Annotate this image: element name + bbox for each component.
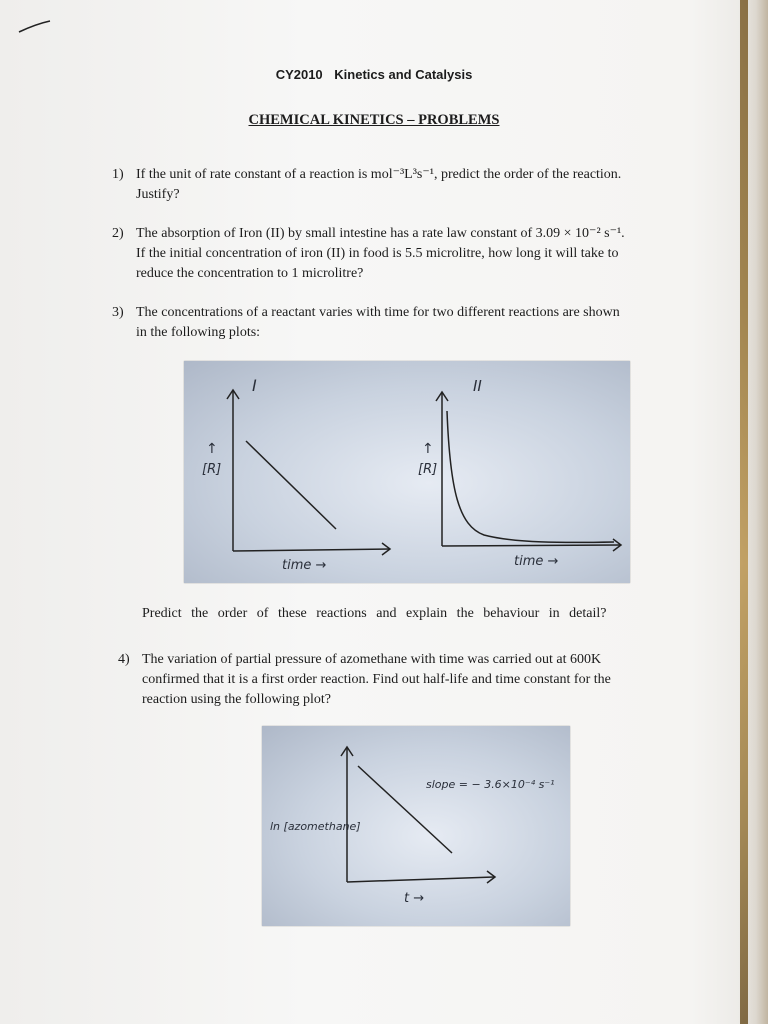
plot-2-ylabel: [R] <box>418 462 438 477</box>
plot-1-xlabel: time → <box>282 558 327 573</box>
plot-2-label: II <box>473 377 482 395</box>
course-name: Kinetics and Catalysis <box>334 67 473 82</box>
plot-2-xlabel: time → <box>514 554 559 569</box>
course-header <box>0 67 748 82</box>
linear-decay-line <box>246 441 336 529</box>
plot-2 <box>418 377 621 569</box>
q4-xlabel: t → <box>404 891 425 906</box>
q4-ylabel: ln [azomethane] <box>270 820 361 833</box>
pen-mark <box>18 18 58 38</box>
azomethane-plot-photo <box>262 726 570 926</box>
slope-label: slope = − 3.6×10⁻⁴ s⁻¹ <box>426 778 555 791</box>
question-line: reduce the concentration to 1 microlitre? <box>136 266 364 281</box>
question-line: The concentrations of a reactant varies with time for two different reactions are shown <box>136 305 620 320</box>
question-line: The absorption of Iron (II) by small intestine has a rate law constant of 3.09 × 10⁻² s⁻¹. <box>136 226 625 241</box>
question-line: If the initial concentration of iron (II) in food is 5.5 microlitre, how long it will take to <box>136 246 619 261</box>
page-title: CHEMICAL KINETICS – PROBLEMS <box>248 112 500 128</box>
question-line: The variation of partial pressure of azomethane with time was carried out at 600K <box>142 652 602 667</box>
question-line: If the unit of rate constant of a reaction is mol⁻³L³s⁻¹, predict the order of the reaction. <box>136 167 622 182</box>
question-number: 1) <box>112 167 124 182</box>
question-number: 2) <box>112 226 124 241</box>
question-number: 3) <box>112 305 124 320</box>
question-line: in the following plots: <box>136 325 261 340</box>
exponential-decay-curve <box>447 411 614 542</box>
predict-instruction: Predict the order of these reactions and explain the behaviour in detail? <box>142 606 607 621</box>
plot-1 <box>202 376 390 573</box>
concentration-plots-photo <box>184 361 630 583</box>
question-line: reaction using the following plot? <box>142 692 331 707</box>
question-line: Justify? <box>136 187 180 202</box>
plot-1-label: I <box>252 376 257 395</box>
plot-1-ylabel: [R] <box>202 462 222 477</box>
question-line: confirmed that it is a first order reaction. Find out half-life and time constant for the <box>142 672 611 687</box>
course-code: CY2010 <box>275 67 323 82</box>
svg-text:↑: ↑ <box>206 441 218 457</box>
svg-text:↑: ↑ <box>422 441 434 457</box>
question-number: 4) <box>118 652 130 667</box>
binder-strip <box>740 0 748 1024</box>
